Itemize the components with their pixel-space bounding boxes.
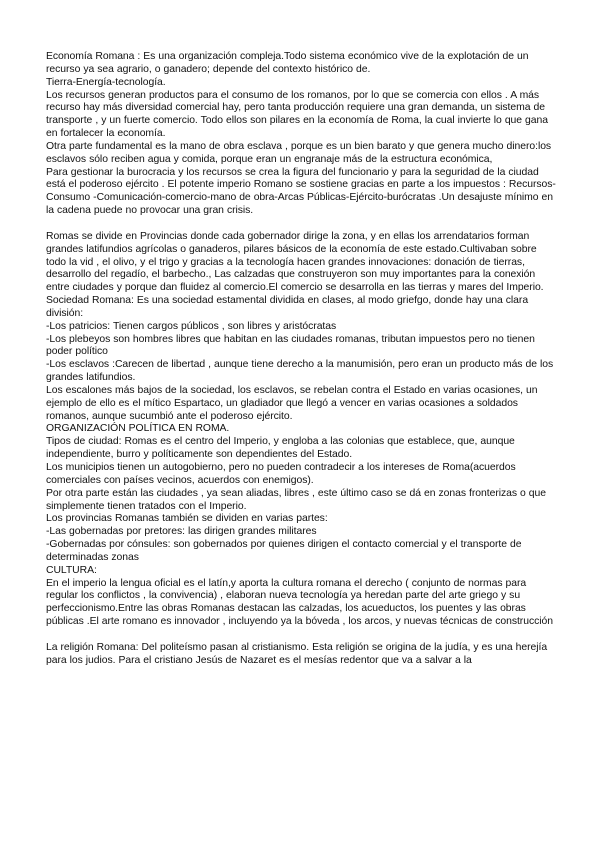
section-heading-cultura: CULTURA: [46,564,97,576]
paragraph-spacer [46,629,556,642]
paragraph-spacer [46,218,556,231]
paragraph-economia-intro: Economía Romana : Es una organización compleja.Todo sistema económico vive de la explotación de un recurso ya sea agrario, o ganadero; depende del contexto histórico de. [46,51,529,75]
paragraph-provincias-partes: Los provincias Romanas también se dividen en varias partes: [46,513,328,525]
document-page [46,51,556,668]
paragraph-mano-de-obra: Otra parte fundamental es la mano de obra esclava , porque es un bien barato y que genera mucho dinero:los esclavos sólo reciben agua y comida, porque eran un engranaje más de la estructura económica, [46,140,552,165]
paragraph-municipios: Los municipios tienen un autogobierno, pero no pueden contradecir a los intereses de Roma(acuerdos comerciales con países vecinos, acuerdos con enemigos). [46,462,516,486]
list-item-plebeyos: -Los plebeyos son hombres libres que habitan en las ciudades romanas, tributan impuestos pero no tienen poder político [46,333,535,358]
paragraph-ciudades: Por otra parte están las ciudades , ya sean aliadas, libres , este último caso se dá en zonas fronterizas o que simplemente tienen tratados con el Imperio. [46,487,546,512]
list-item-consules: -Gobernadas por cónsules: son gobernados por quienes dirigen el contacto comercial y el transporte de determinadas zonas [46,539,522,563]
list-item-patricios: -Los patricios: Tienen cargos públicos , son libres y aristócratas [46,320,337,332]
list-item-pretores: -Las gobernadas por pretores: las dirigen grandes militares [46,526,317,538]
paragraph-burocracia: Para gestionar la burocracia y los recursos se crea la figura del funcionario y para la seguridad de la ciudad está el poderoso ejército . El potente imperio Romano se sostiene gracias en parte a los impuestos : Recursos-Consumo -Comunicación-comercio-mano de obra-Arcas Públicas-Ejército-burócratas .Un desajuste mínimo en la cadena puede no provocar una gran crisis. [46,166,556,217]
paragraph-cultura: En el imperio la lengua oficial es el latín,y aporta la cultura romana el derecho ( conjunto de normas para regular los conflictos , la convivencia) , elaboran nueva tecnología ya heredan parte del arte griego y su perfeccionismo.Entre las obras Romanas destacan las calzadas, los acueductos, los puentes y las obras públicas .El arte romano es innovador , incluyendo ya la bóveda , los arcos, y nuevas técnicas de construcción [46,577,553,628]
paragraph-provincias: Romas se divide en Provincias donde cada gobernador dirige la zona, y en ellas los arrendatarios forman grandes latifundios agrícolas o ganaderos, pilares básicos de la economía de este estado.Cultivaban sobre todo la vid , el olivo, y el trigo y gracias a la tecnología hacen grandes innovaciones: donación de tierras, desarrollo del regadío, el barbecho., Las calzadas que construyeron son muy importantes para la conexión entre ciudades y porque dan fluidez al comercio.El comercio se desarrolla en las tierras y mares del Imperio. [46,230,544,294]
paragraph-rebelion: Los escalones más bajos de la sociedad, los esclavos, se rebelan contra el Estado en varias ocasiones, un ejemplo de ello es el mítico Espartaco, un gladiador que llegó a vencer en varias ocasiones a soldados romanos, aunque sucumbió ante el poderoso ejército. [46,384,538,422]
paragraph-tierra-energia: Tierra-Energía-tecnología. [46,76,166,88]
paragraph-tipos-ciudad: Tipos de ciudad: Romas es el centro del Imperio, y engloba a las colonias que establece, que, aunque independiente, burro y políticamente son dependientes del Estado. [46,436,515,461]
paragraph-religion: La religión Romana: Del politeísmo pasan al cristianismo. Esta religión se origina de la judía, y es una herejía para los judios. Para el cristiano Jesús de Nazaret es el mesías redentor que va a salvar a la [46,641,548,666]
list-item-esclavos: -Los esclavos :Carecen de libertad , aunque tiene derecho a la manumisión, pero eran un producto más de los grandes latifundios. [46,359,554,384]
section-heading-organizacion: ORGANIZACIÓN POLÍTICA EN ROMA. [46,423,230,435]
paragraph-sociedad: Sociedad Romana: Es una sociedad estamental dividida en clases, al modo griefgo, donde hay una clara división: [46,295,529,319]
paragraph-recursos: Los recursos generan productos para el consumo de los romanos, por lo que se comercia con ellos . A más recurso hay más diversidad comercial hay, pero tanta producción requiere una gran demanda, un sistema de transporte , y un fuerte comercio. Todo ellos son pilares en la economía de Roma, la cual invierte lo que gana en fortalecer la economía. [46,89,548,140]
